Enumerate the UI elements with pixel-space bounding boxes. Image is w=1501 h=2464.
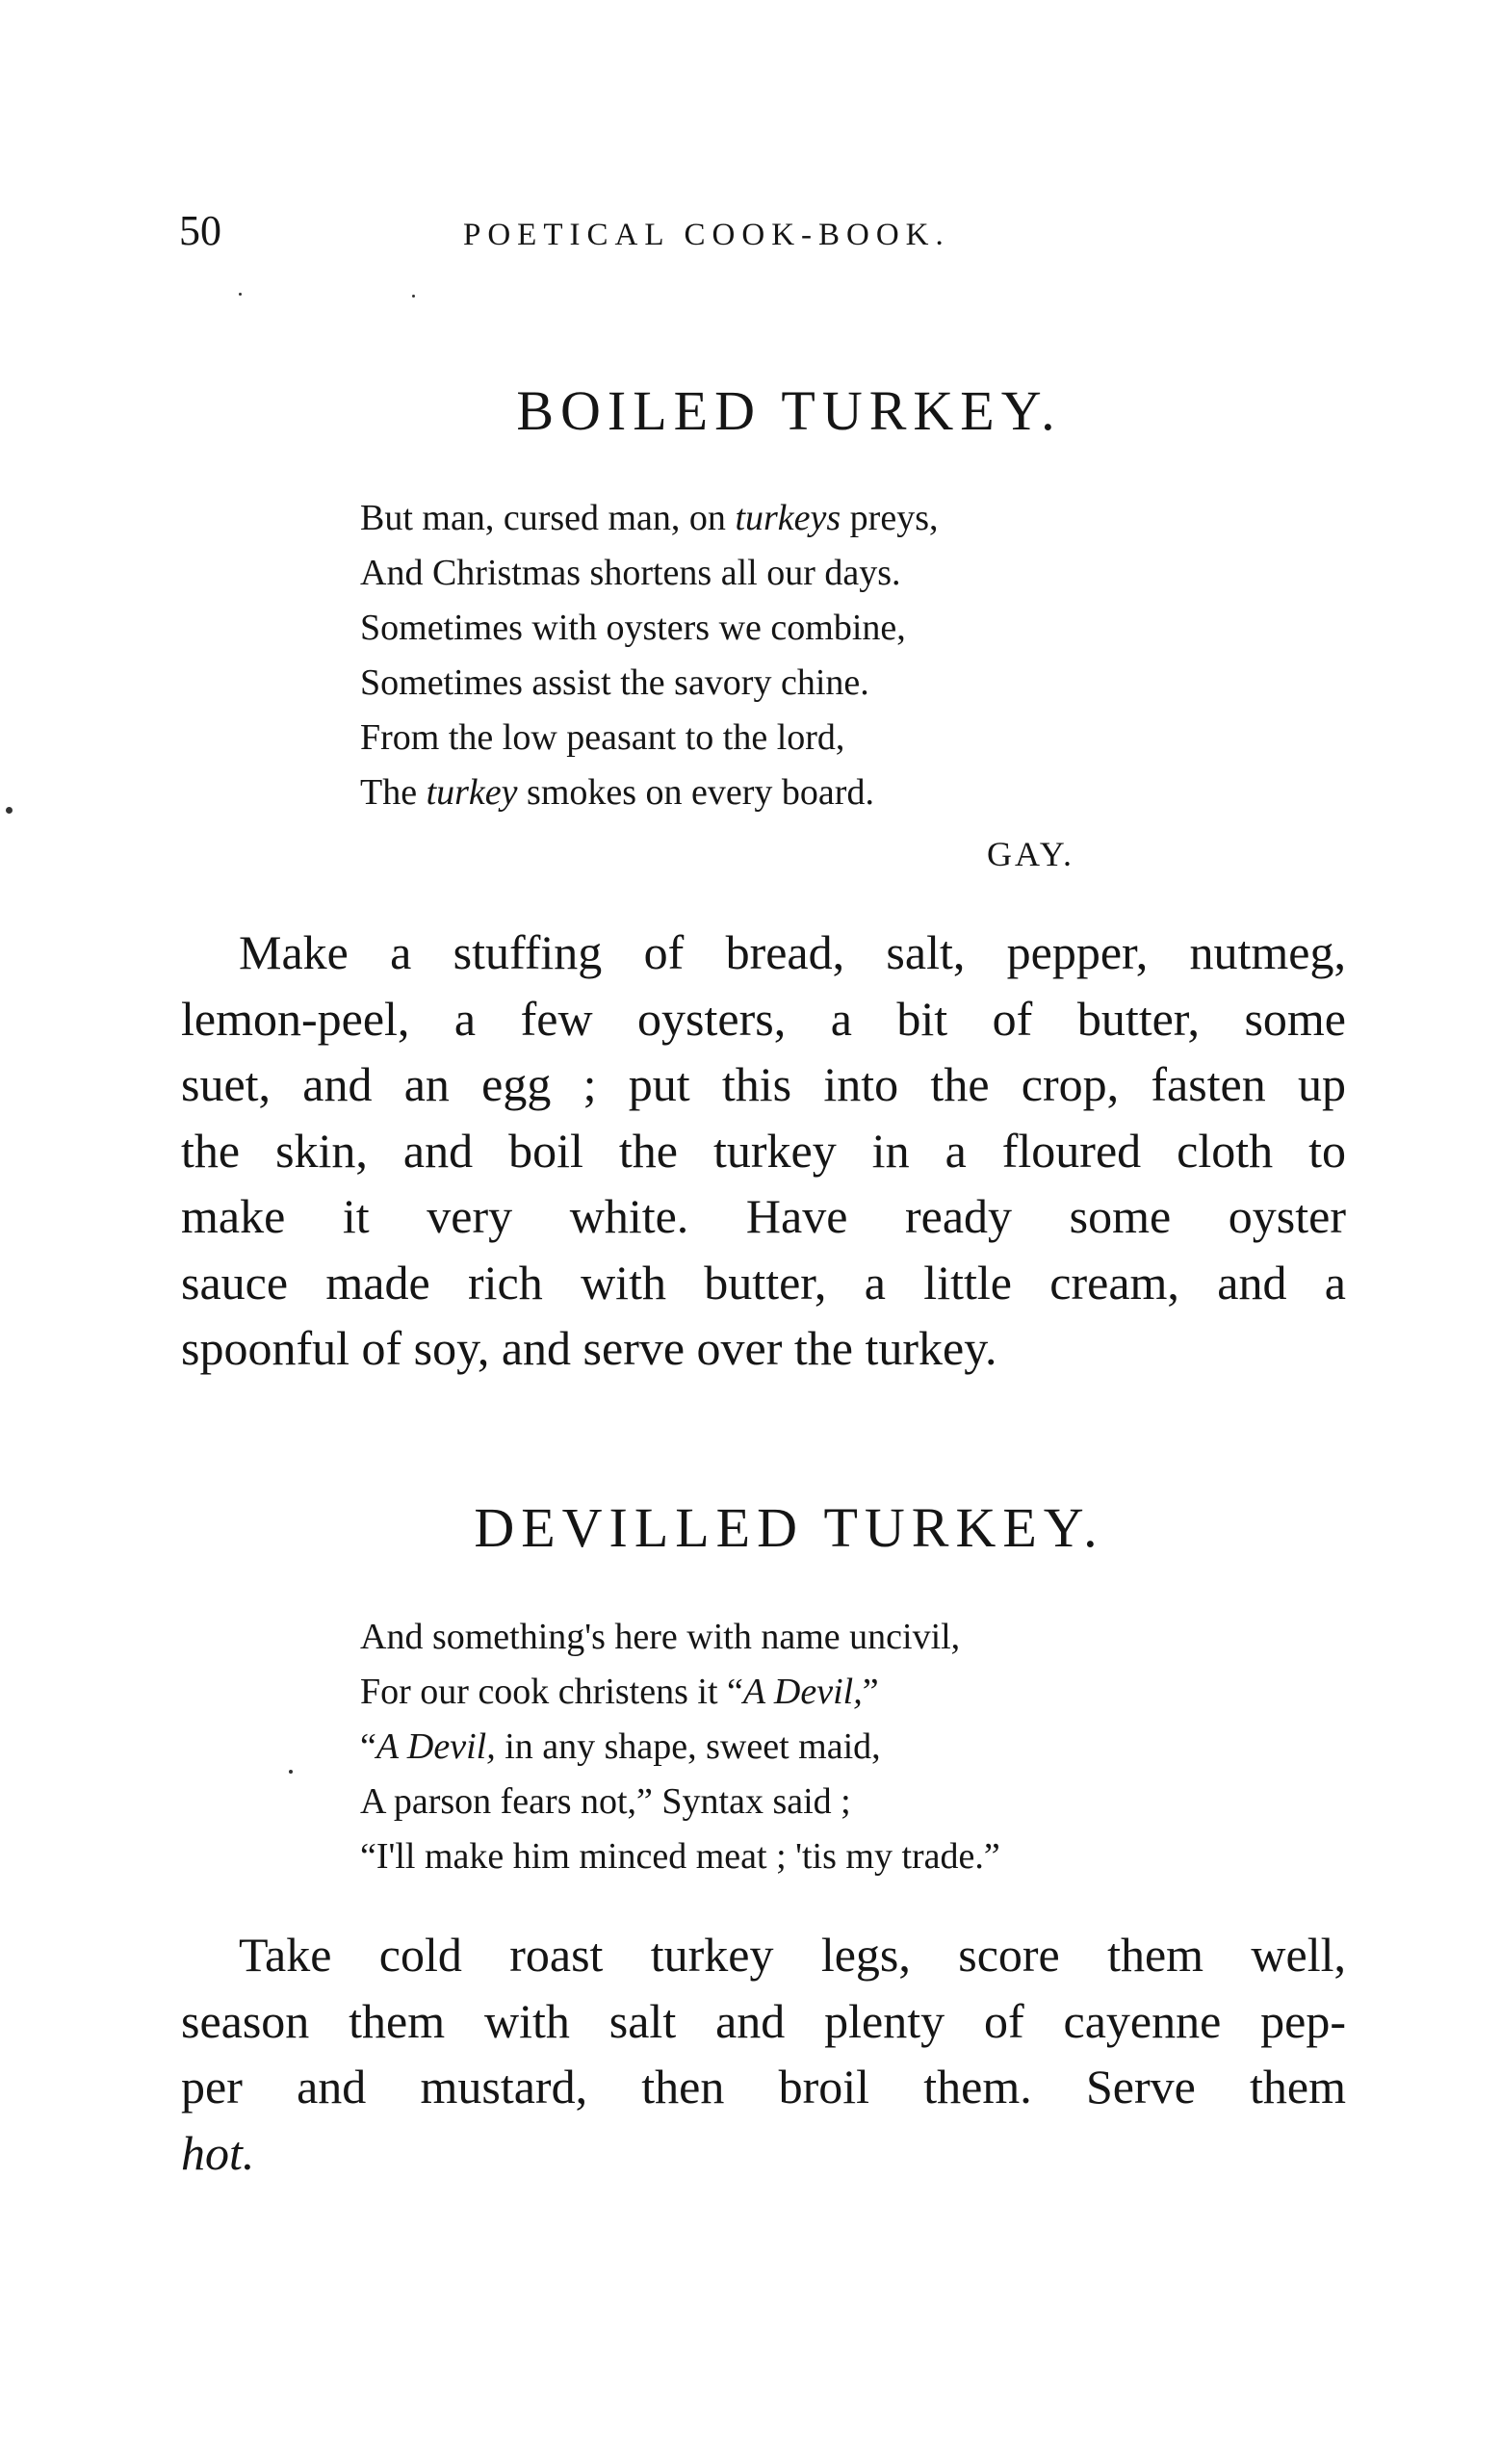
- running-head: [179, 204, 1161, 262]
- recipe-line: season them with salt and plenty of cayenne pep-: [181, 1993, 1346, 2048]
- recipe-line: spoonful of soy, and serve over the turkey.: [181, 1321, 997, 1375]
- verse-line: But man, cursed man, on turkeys preys,: [360, 498, 939, 538]
- recipe-devilled-turkey: [181, 1922, 1346, 2186]
- page-number: 50: [179, 207, 221, 254]
- recipe-line: lemon-peel, a few oysters, a bit of butter, some: [181, 991, 1346, 1046]
- print-speck: [412, 295, 415, 298]
- recipe-line: the skin, and boil the turkey in a floured cloth to: [181, 1123, 1346, 1178]
- verse-line: From the low peasant to the lord,: [360, 717, 845, 758]
- print-speck: [289, 1770, 293, 1774]
- recipe-line: make it very white. Have ready some oyster: [181, 1189, 1346, 1243]
- verse-line: And Christmas shortens all our days.: [360, 553, 901, 593]
- verse-line: “A Devil, in any shape, sweet maid,: [360, 1726, 881, 1767]
- recipe-line: suet, and an egg ; put this into the crop, fasten up: [181, 1057, 1346, 1111]
- print-speck: [6, 807, 13, 814]
- verse-line: Sometimes assist the savory chine.: [360, 662, 869, 703]
- print-speck: [239, 293, 242, 296]
- section-title-devilled-turkey: DEVILLED TURKEY.: [474, 1496, 1104, 1559]
- recipe-line: Take cold roast turkey legs, score them well,: [239, 1928, 1346, 1982]
- verse-line: And something's here with name uncivil,: [360, 1617, 961, 1657]
- verse-devilled-turkey: [360, 1610, 1000, 1884]
- verse-line: For our cook christens it “A Devil,”: [360, 1672, 879, 1712]
- recipe-line: sauce made rich with butter, a little cream, and a: [181, 1255, 1346, 1310]
- verse-line: Sometimes with oysters we combine,: [360, 608, 906, 648]
- recipe-line: Make a stuffing of bread, salt, pepper, nutmeg,: [239, 925, 1346, 979]
- section-title-boiled-turkey: BOILED TURKEY.: [516, 379, 1062, 442]
- recipe-boiled-turkey: [181, 920, 1346, 1382]
- verse-line: A parson fears not,” Syntax said ;: [360, 1781, 851, 1822]
- verse-line: The turkey smokes on every board.: [360, 772, 874, 813]
- book-title: POETICAL COOK-BOOK.: [463, 218, 950, 252]
- verse-attribution: GAY.: [987, 835, 1075, 873]
- recipe-line: per and mustard, then broil them. Serve them: [181, 2060, 1346, 2114]
- verse-boiled-turkey: [360, 491, 938, 820]
- verse-line: “I'll make him minced meat ; 'tis my trade.”: [360, 1836, 1000, 1877]
- recipe-line: hot.: [181, 2125, 255, 2180]
